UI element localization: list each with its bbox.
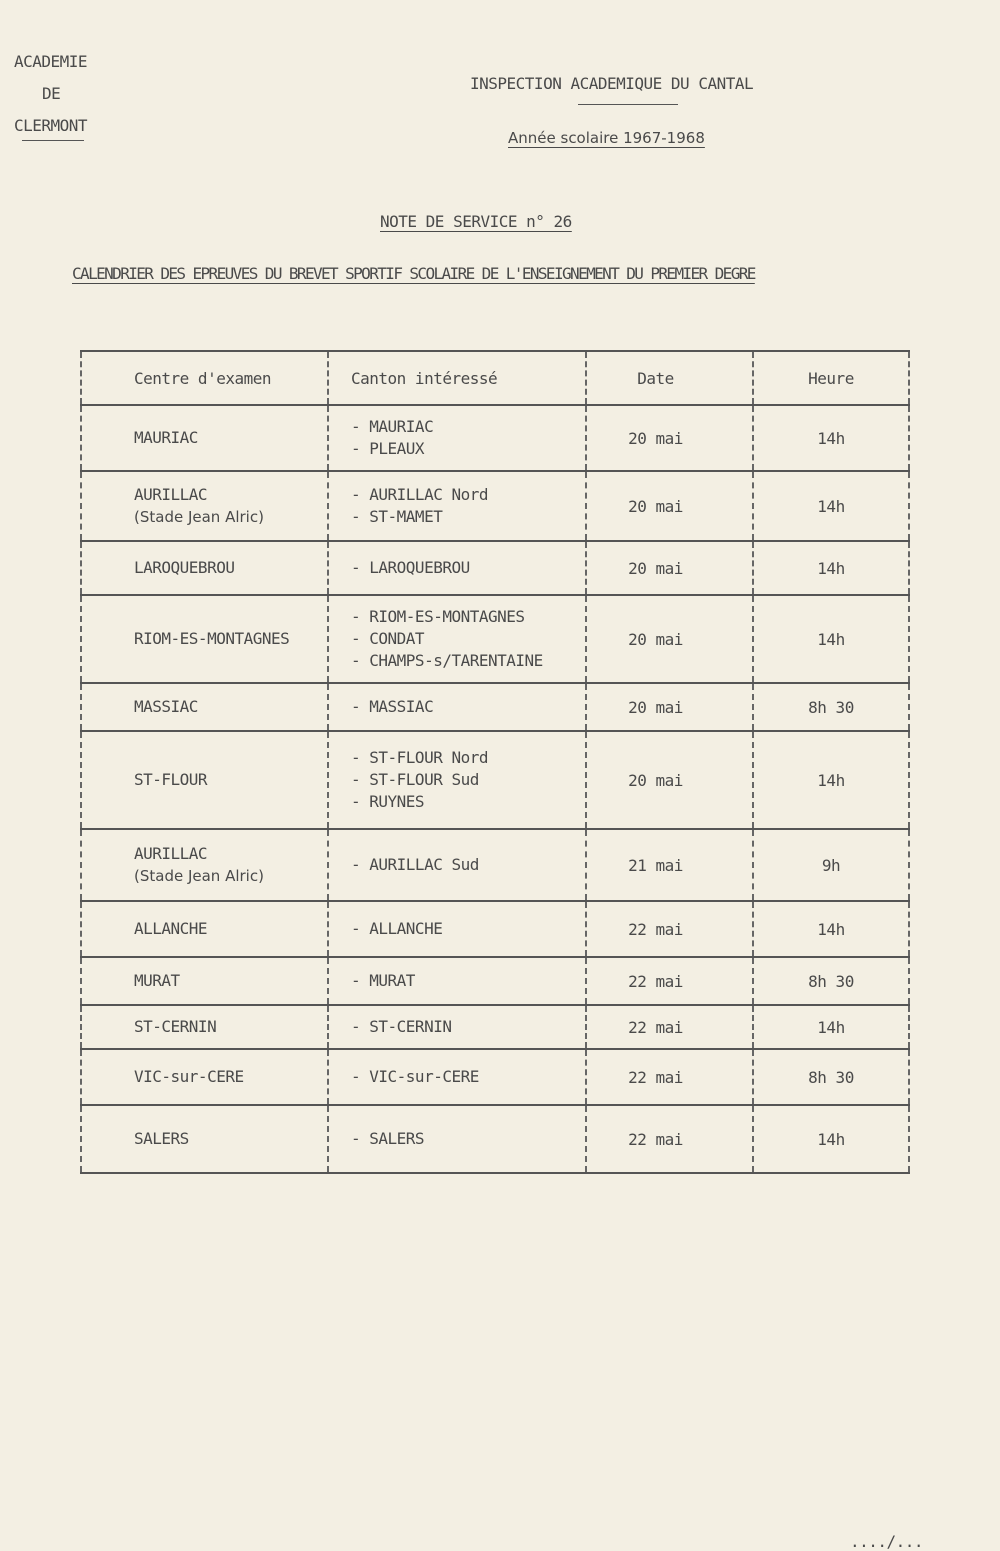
cell-heure: 8h 30 [752, 958, 910, 1004]
canton-name: - ALLANCHE [351, 919, 443, 938]
exam-calendar-table [80, 350, 910, 1174]
academie-line: DE [42, 84, 61, 103]
cell-canton [327, 958, 585, 1004]
document-title: CALENDRIER DES EPREUVES DU BREVET SPORTIF SCOLAIRE DE L'ENSEIGNEMENT DU PREMIER DEGRE [72, 264, 755, 283]
cell-heure: 8h 30 [752, 684, 910, 730]
centre-name: RIOM-ES-MONTAGNES [134, 629, 290, 648]
cell-date: 22 mai [585, 958, 752, 1004]
table-row [80, 596, 910, 684]
cell-heure: 14h [752, 1106, 910, 1172]
canton-name: - VIC-sur-CERE [351, 1067, 479, 1086]
centre-name: MAURIAC [134, 428, 198, 447]
cell-centre [80, 958, 327, 1004]
cell-date: 20 mai [585, 684, 752, 730]
cell-canton [327, 684, 585, 730]
cell-canton [327, 830, 585, 900]
centre-name: AURILLAC [134, 485, 208, 504]
cell-heure: 14h [752, 902, 910, 956]
cell-date: 22 mai [585, 1050, 752, 1104]
canton-name: - ST-MAMET [351, 507, 443, 526]
cell-centre [80, 1050, 327, 1104]
centre-name: ST-CERNIN [134, 1017, 217, 1036]
canton-name: - RUYNES [351, 792, 425, 811]
cell-canton [327, 1106, 585, 1172]
table-row [80, 958, 910, 1006]
table-body [80, 406, 910, 1174]
canton-name: - RIOM-ES-MONTAGNES [351, 607, 525, 626]
centre-name: ST-FLOUR [134, 770, 208, 789]
cell-centre [80, 732, 327, 828]
cell-date: 22 mai [585, 1106, 752, 1172]
cell-date: 20 mai [585, 406, 752, 470]
academie-line: ACADEMIE [14, 52, 88, 71]
academie-line: CLERMONT [14, 116, 88, 135]
centre-name: MURAT [134, 971, 180, 990]
centre-name: ALLANCHE [134, 919, 208, 938]
divider [22, 140, 84, 141]
cell-centre [80, 472, 327, 540]
centre-name: MASSIAC [134, 697, 198, 716]
cell-canton [327, 472, 585, 540]
inspection-title: INSPECTION ACADEMIQUE DU CANTAL [470, 74, 754, 93]
canton-name: - MAURIAC [351, 417, 434, 436]
cell-date: 20 mai [585, 542, 752, 594]
cell-heure: 14h [752, 596, 910, 682]
header-date: Date [585, 352, 752, 404]
table-row [80, 1006, 910, 1050]
centre-name: VIC-sur-CERE [134, 1067, 244, 1086]
cell-canton [327, 542, 585, 594]
centre-name: SALERS [134, 1129, 189, 1148]
cell-heure: 14h [752, 542, 910, 594]
cell-date: 22 mai [585, 902, 752, 956]
canton-name: - PLEAUX [351, 439, 425, 458]
canton-name: - MURAT [351, 971, 415, 990]
cell-centre [80, 542, 327, 594]
note-de-service: NOTE DE SERVICE n° 26 [380, 212, 572, 231]
cell-centre [80, 406, 327, 470]
cell-heure: 14h [752, 406, 910, 470]
cell-date: 20 mai [585, 472, 752, 540]
cell-centre [80, 1006, 327, 1048]
cell-heure: 14h [752, 472, 910, 540]
cell-canton [327, 596, 585, 682]
canton-name: - CONDAT [351, 629, 425, 648]
canton-name: - CHAMPS-s/TARENTAINE [351, 651, 543, 670]
cell-canton [327, 1050, 585, 1104]
cell-date: 21 mai [585, 830, 752, 900]
cell-canton [327, 1006, 585, 1048]
cell-centre [80, 1106, 327, 1172]
canton-name: - ST-CERNIN [351, 1017, 452, 1036]
table-row [80, 732, 910, 830]
academie-header [14, 46, 87, 142]
header-centre: Centre d'examen [80, 352, 327, 404]
cell-heure: 9h [752, 830, 910, 900]
cell-canton [327, 406, 585, 470]
cell-date: 22 mai [585, 1006, 752, 1048]
header-heure: Heure [752, 352, 910, 404]
cell-canton [327, 732, 585, 828]
table-row [80, 542, 910, 596]
cell-canton [327, 902, 585, 956]
table-row [80, 684, 910, 732]
table-row [80, 472, 910, 542]
cell-heure: 14h [752, 732, 910, 828]
cell-date: 20 mai [585, 732, 752, 828]
table-row [80, 1050, 910, 1106]
cell-heure: 14h [752, 1006, 910, 1048]
cell-heure: 8h 30 [752, 1050, 910, 1104]
canton-name: - LAROQUEBROU [351, 558, 470, 577]
divider [578, 104, 678, 105]
cell-centre [80, 596, 327, 682]
canton-name: - ST-FLOUR Sud [351, 770, 479, 789]
continuation-mark: ..../... [850, 1532, 924, 1551]
canton-name: - AURILLAC Nord [351, 485, 488, 504]
table-row [80, 902, 910, 958]
canton-name: - SALERS [351, 1129, 425, 1148]
centre-name: (Stade Jean Alric) [134, 508, 264, 526]
cell-centre [80, 684, 327, 730]
canton-name: - AURILLAC Sud [351, 855, 479, 874]
cell-date: 20 mai [585, 596, 752, 682]
table-row [80, 406, 910, 472]
annee-scolaire [508, 128, 705, 147]
cell-centre [80, 830, 327, 900]
canton-name: - ST-FLOUR Nord [351, 748, 488, 767]
table-row [80, 1106, 910, 1174]
annee-text: Année scolaire 1967-1968 [508, 129, 705, 147]
centre-name: (Stade Jean Alric) [134, 867, 264, 885]
centre-name: LAROQUEBROU [134, 558, 235, 577]
table-header-row [80, 352, 910, 406]
centre-name: AURILLAC [134, 844, 208, 863]
canton-name: - MASSIAC [351, 697, 434, 716]
header-canton: Canton intéressé [327, 352, 585, 404]
cell-centre [80, 902, 327, 956]
table-row [80, 830, 910, 902]
